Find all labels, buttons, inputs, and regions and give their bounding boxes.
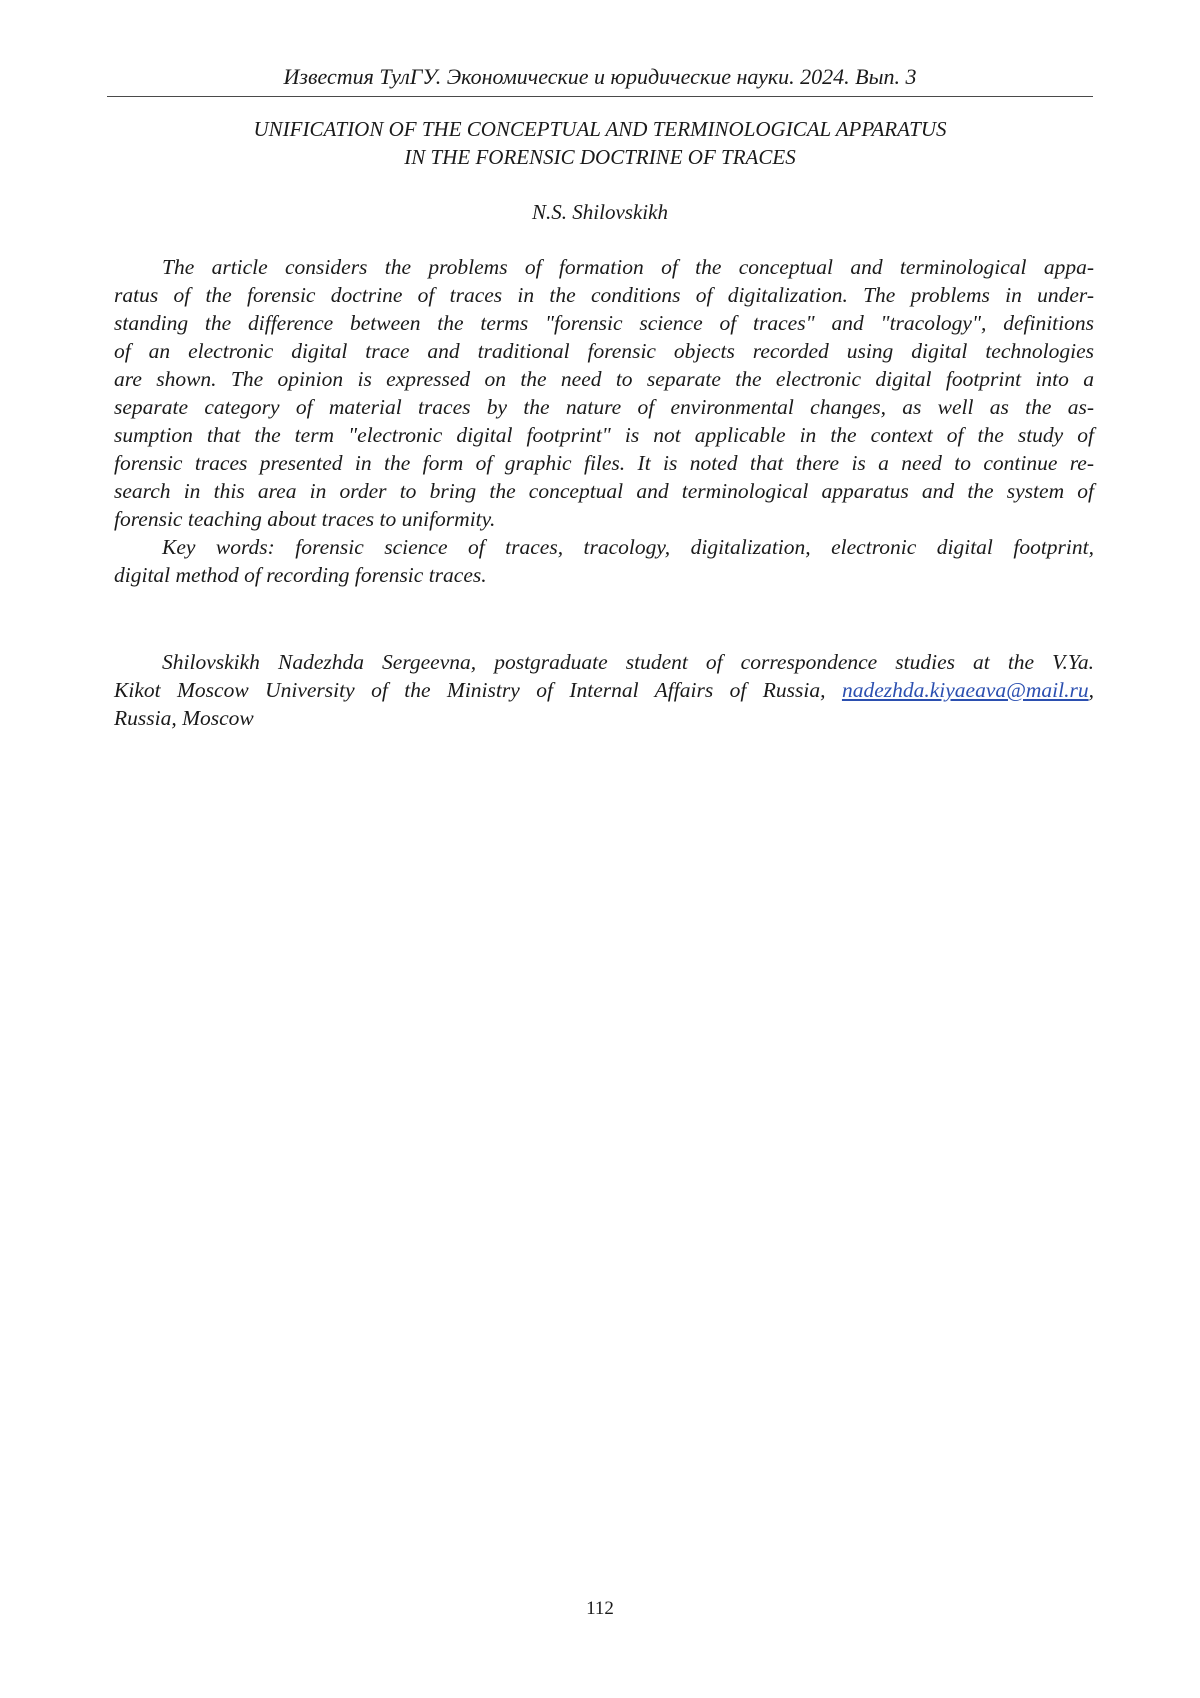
keywords-line: Key words: forensic science of traces, tracology, digitalization, electronic digital footprint,	[162, 535, 1094, 559]
title-line-2: IN THE FORENSIC DOCTRINE OF TRACES	[404, 145, 796, 169]
keywords-paragraph	[114, 533, 1094, 589]
abstract-line: forensic traces presented in the form of graphic files. It is noted that there is a need to continue re-	[114, 451, 1094, 475]
affiliation-line: Shilovskikh Nadezhda Sergeevna, postgraduate student of correspondence studies at the V.Ya.	[162, 650, 1094, 674]
abstract-line: sumption that the term "electronic digital footprint" is not applicable in the context of the study of	[114, 423, 1094, 447]
page-number: 112	[586, 1598, 614, 1619]
affiliation-text: Kikot Moscow University of the Ministry of Internal Affairs of Russia,	[114, 678, 842, 702]
abstract-line: standing the difference between the terms "forensic science of traces" and "tracology", definitions	[114, 311, 1094, 335]
abstract-line: search in this area in order to bring the conceptual and terminological apparatus and the system of	[114, 479, 1094, 503]
running-header	[107, 64, 1093, 97]
abstract-paragraph	[114, 253, 1094, 533]
abstract-line: forensic teaching about traces to uniformity.	[114, 507, 496, 531]
abstract	[114, 253, 1094, 589]
abstract-line: ratus of the forensic doctrine of traces in the conditions of digitalization. The problems in under-	[114, 283, 1094, 307]
affiliation-line: Russia, Moscow	[114, 706, 254, 730]
title-line-1: UNIFICATION OF THE CONCEPTUAL AND TERMINOLOGICAL APPARATUS	[253, 117, 947, 141]
author-affiliation	[114, 648, 1094, 732]
affiliation-line	[114, 676, 1094, 704]
abstract-line: are shown. The opinion is expressed on the need to separate the electronic digital footprint into a	[114, 367, 1094, 391]
affiliation-comma: ,	[1088, 678, 1094, 702]
keywords-line: digital method of recording forensic traces.	[114, 563, 487, 587]
abstract-line: of an electronic digital trace and traditional forensic objects recorded using digital technologies	[114, 339, 1094, 363]
article-title	[107, 115, 1093, 171]
author-email-link[interactable]: nadezhda.kiyaeava@mail.ru	[841, 678, 1089, 702]
journal-name: Известия ТулГУ. Экономические и юридические науки. 2024. Вып. 3	[283, 64, 917, 89]
abstract-line: The article considers the problems of formation of the conceptual and terminological appa-	[162, 255, 1094, 279]
author-name: N.S. Shilovskikh	[532, 200, 668, 224]
abstract-line: separate category of material traces by the nature of environmental changes, as well as the as-	[114, 395, 1094, 419]
